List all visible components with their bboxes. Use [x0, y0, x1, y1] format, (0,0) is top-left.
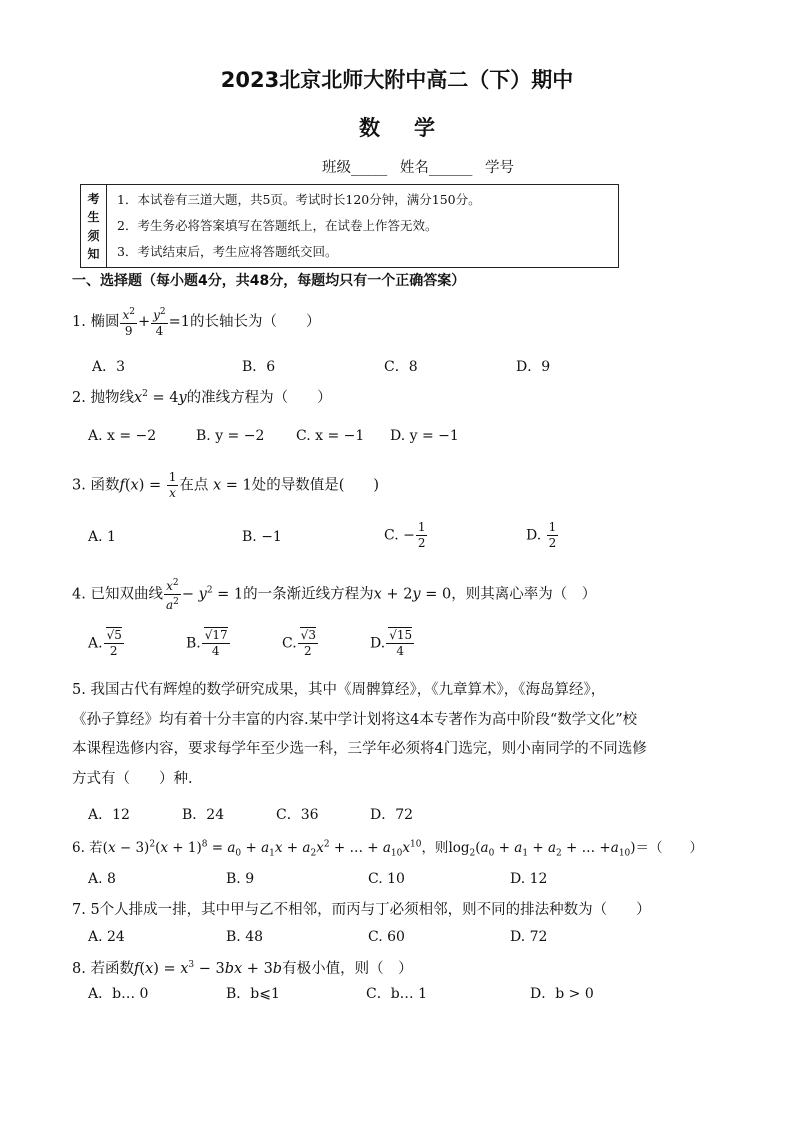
q2-option-a: A. x = −2 [88, 428, 157, 444]
q6-option-d: D. 12 [510, 871, 548, 887]
q2-option-b: B. y = −2 [196, 428, 265, 444]
q6-option-c: C. 10 [368, 871, 405, 887]
math-fraction: $\frac{y^2}{4}$ [153, 307, 166, 338]
question-8: 8. 若函数$f(x) = x^3 - 3bx + 3b$有极小值，则（ ） [72, 960, 413, 977]
math-fraction: $\frac{1}{2}$ [417, 520, 426, 550]
question-2: 2. 抛物线$x^2 = 4y$的准线方程为（ ） [72, 389, 332, 406]
math-fraction: $\frac{1}{x}$ [168, 470, 177, 500]
question-6: 6. 若$(x - 3)^2(x + 1)^8 = a_0 + a_1x + a_2x^2$ + … + $a_{10}x^{10}$，则$\log_2(a_0 + a_1 + a_2$ + … $+a_{10})=$（ ） [72, 839, 704, 859]
name-field: 姓名______ [399, 160, 473, 176]
q3-option-d: D. $\frac{1}{2}$ [526, 520, 557, 550]
q7-option-a: A. 24 [88, 929, 125, 945]
q6-option-b: B. 9 [226, 871, 255, 887]
notice-item: 2．考生务必将答案填写在答题纸上，在试卷上作答无效。 [117, 218, 438, 233]
question-5: 5. 我国古代有辉煌的数学研究成果，其中《周髀算经》，《九章算术》，《海岛算经》， 《孙子算经》均有着十分丰富的内容.某中学计划将这4本专著作为高中阶段“数学文化”校 本课程选修内容，要求每学年至少选一科，三学年必须将4门选完，则小南同学的不同选修 方式有（ ）种. [72, 682, 647, 787]
math-fraction: $\frac{x^2}{a^2}$ [165, 578, 179, 612]
q8-option-a: A．b… 0 [88, 986, 149, 1002]
q5-option-d: D．72 [370, 807, 414, 823]
q4-option-d: D. √ $\frac{15}{4}$ [370, 628, 415, 659]
q2-option-c: C. x = −1 [296, 428, 365, 444]
q3-option-b: B. −1 [242, 529, 282, 545]
student-info-line [322, 156, 522, 177]
q2-option-d: D. y = −1 [390, 428, 459, 444]
math-fraction: √ $\frac{5}{2}$ [104, 628, 124, 659]
q7-option-b: B. 48 [226, 929, 264, 945]
notice-label: 考 生 须 知 [81, 185, 107, 267]
question-4: 4. 已知双曲线 $\frac{x^2}{a^2}$ − $y^2 = 1$的一条渐近线方程为x + 2y = 0，则其离心率为（ ） [72, 578, 597, 612]
q4-option-b: B. √ $\frac{17}{4}$ [186, 628, 231, 659]
notice-item: 3．考试结束后，考生应将答题纸交回。 [117, 244, 338, 259]
q4-option-a: A. √ $\frac{5}{2}$ [88, 628, 125, 659]
subject-title: 数学 [359, 116, 469, 140]
question-3: 3. 函数f(x) = $\frac{1}{x}$ 在点 x = 1处的导数值是( ) [72, 470, 380, 500]
q3-option-c: C. − $\frac{1}{2}$ [384, 520, 426, 550]
student-id-field: 学号 [484, 160, 514, 176]
q7-option-d: D. 72 [510, 929, 548, 945]
math-fraction: √ $\frac{15}{4}$ [386, 628, 414, 659]
q8-option-b: B．b⩽1 [226, 986, 280, 1002]
notice-item: 1．本试卷有三道大题，共5页。考试时长120分钟，满分150分。 [117, 192, 481, 207]
q4-option-c: C. √ $\frac{3}{2}$ [282, 628, 319, 659]
math-fraction: √ $\frac{3}{2}$ [298, 628, 318, 659]
question-1: 1. 椭圆 $\frac{x^2}{9}$ + $\frac{y^2}{4}$ =1的长轴长为（ ） [72, 307, 321, 338]
q7-option-c: C. 60 [368, 929, 405, 945]
q6-option-a: A. 8 [88, 871, 116, 887]
math-fraction: √ $\frac{17}{4}$ [202, 628, 230, 659]
q8-option-d: D．b > 0 [530, 986, 594, 1002]
question-7: 7. 5个人排成一排，其中甲与乙不相邻，而丙与丁必须相邻，则不同的排法种数为（ ） [72, 902, 651, 918]
q1-option-a: A．3 [92, 359, 126, 375]
q1-option-b: B．6 [242, 359, 276, 375]
exam-notice-box [80, 184, 619, 268]
q8-option-c: C．b… 1 [366, 986, 428, 1002]
section-heading: 一、选择题（每小题4分，共48分，每题均只有一个正确答案） [72, 273, 466, 289]
page-title: 2023北京北师大附中高二（下）期中 [220, 68, 574, 92]
q5-option-b: B．24 [182, 807, 225, 823]
math-fraction: $\frac{x^2}{9}$ [122, 307, 135, 338]
q1-option-c: C．8 [384, 359, 418, 375]
q5-option-c: C．36 [276, 807, 319, 823]
q1-option-d: D．9 [516, 359, 551, 375]
class-field: 班级_____ [322, 160, 388, 176]
notice-items [117, 187, 481, 265]
q5-option-a: A．12 [88, 807, 130, 823]
q3-option-a: A. 1 [88, 529, 116, 545]
math-fraction: $\frac{1}{2}$ [548, 520, 557, 550]
